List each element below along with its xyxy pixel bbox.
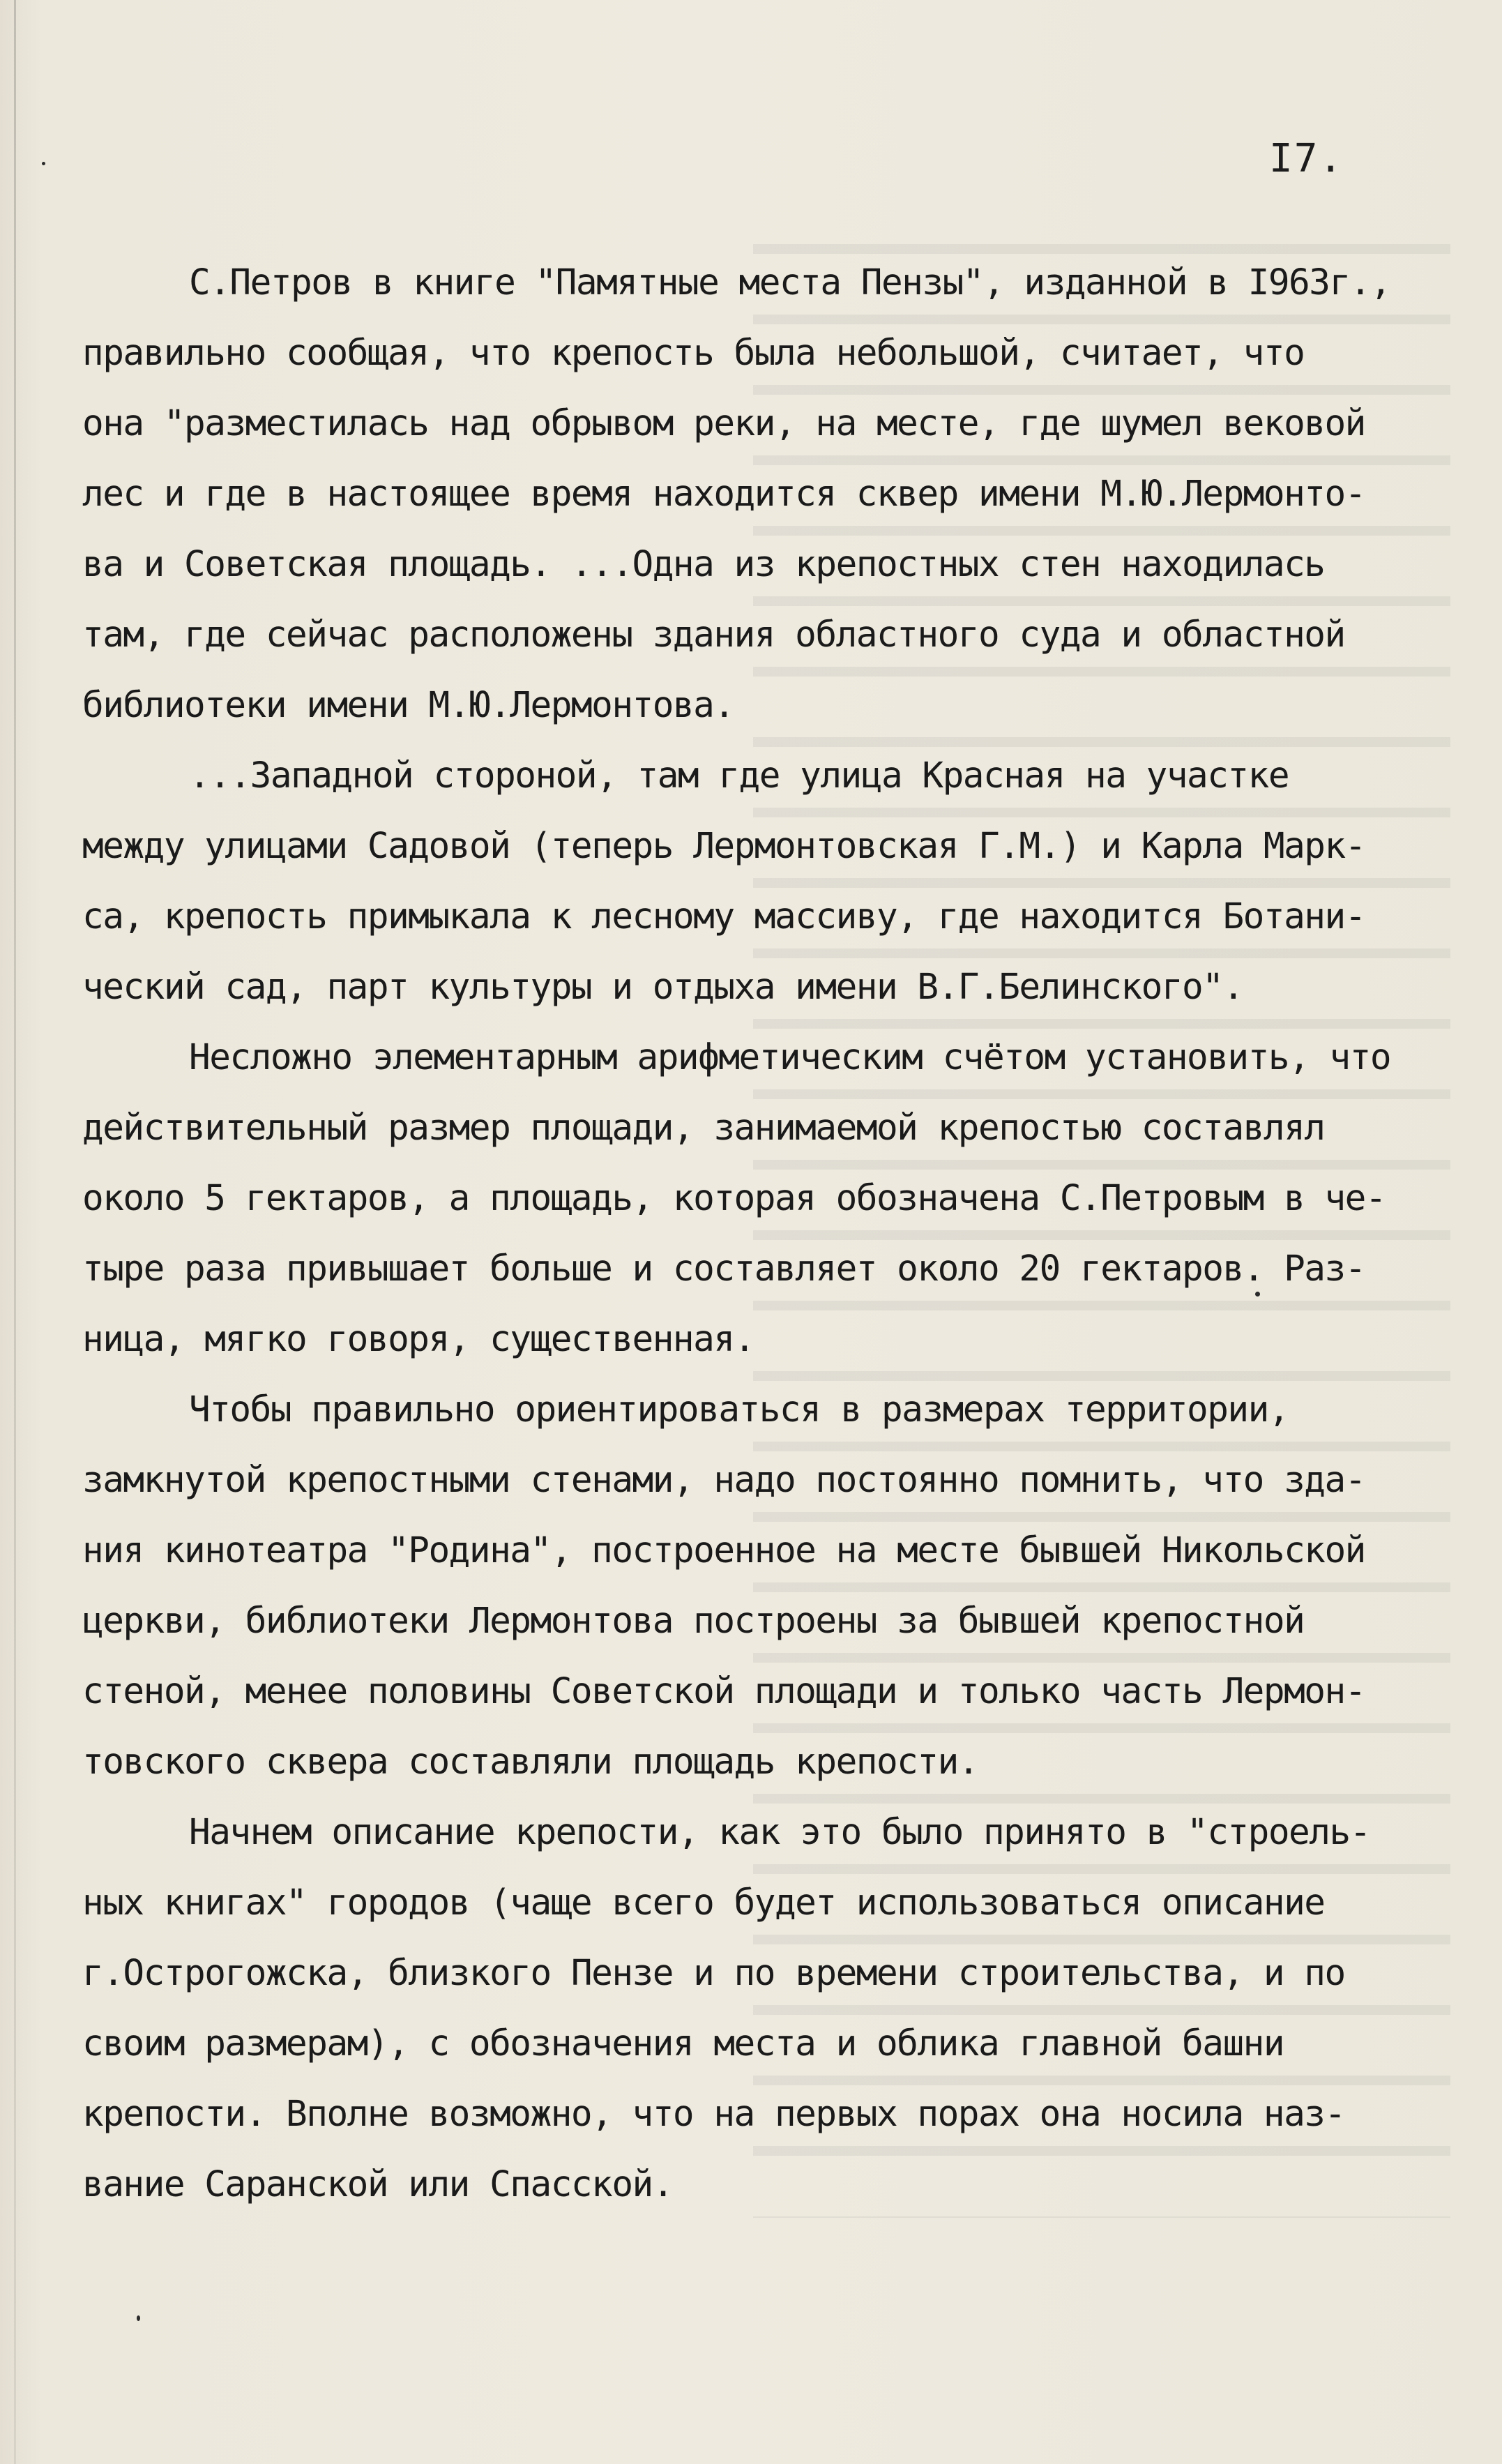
page-number: I7. bbox=[1269, 136, 1344, 181]
text-line: товского сквера составляли площадь крепости. bbox=[82, 1741, 979, 1783]
text-line: С.Петров в книге "Памятные места Пензы", изданной в I963г., bbox=[189, 262, 1391, 303]
text-line: она "разместилась над обрывом реки, на месте, где шумел вековой bbox=[82, 403, 1365, 444]
text-line: церкви, библиотеки Лермонтова построены за бывшей крепостной bbox=[82, 1601, 1305, 1642]
text-line: Чтобы правильно ориентироваться в размерах территории, bbox=[189, 1389, 1289, 1430]
text-line: ница, мягко говоря, существенная. bbox=[82, 1319, 754, 1360]
page-edge-shadow bbox=[14, 0, 16, 2464]
body-text bbox=[82, 248, 1470, 2220]
text-line: правильно сообщая, что крепость была небольшой, считает, что bbox=[82, 333, 1305, 374]
text-line: ческий сад, парт культуры и отдыха имени В.Г.Белинского". bbox=[82, 967, 1243, 1008]
text-line: Несложно элементарным арифметическим счётом установить, что bbox=[189, 1037, 1391, 1078]
text-line: стеной, менее половины Советской площади и только часть Лермон- bbox=[82, 1671, 1365, 1712]
text-line: своим размерам), с обозначения места и облика главной башни bbox=[82, 2023, 1284, 2064]
text-line: около 5 гектаров, а площадь, которая обозначена С.Петровым в че- bbox=[82, 1178, 1386, 1219]
text-line: замкнутой крепостными стенами, надо постоянно помнить, что зда- bbox=[82, 1460, 1365, 1501]
text-line: ва и Советская площадь. ...Одна из крепостных стен находилась bbox=[82, 544, 1325, 585]
text-line: ...Западной стороной, там где улица Красная на участке bbox=[189, 755, 1289, 796]
ink-speck bbox=[1255, 1292, 1260, 1297]
text-line: ния кинотеатра "Родина", построенное на месте бывшей Никольской bbox=[82, 1530, 1365, 1571]
text-line: крепости. Вполне возможно, что на первых порах она носила наз- bbox=[82, 2094, 1345, 2135]
ink-speck bbox=[137, 2315, 140, 2321]
text-line: ных книгах" городов (чаще всего будет использоваться описание bbox=[82, 1882, 1325, 1923]
text-line: г.Острогожска, близкого Пензе и по времени строительства, и по bbox=[82, 1953, 1345, 1994]
text-line: библиотеки имени М.Ю.Лермонтова. bbox=[82, 685, 734, 726]
text-line: лес и где в настоящее время находится сквер имени М.Ю.Лермонто- bbox=[82, 474, 1365, 515]
text-line: вание Саранской или Спасской. bbox=[82, 2164, 673, 2205]
ink-speck bbox=[42, 162, 45, 165]
text-line: действительный размер площади, занимаемой крепостью составлял bbox=[82, 1108, 1325, 1149]
text-line: тыре раза привышает больше и составляет около 20 гектаров. Раз- bbox=[82, 1248, 1365, 1290]
text-line: между улицами Садовой (теперь Лермонтовская Г.М.) и Карла Марк- bbox=[82, 826, 1365, 867]
text-line: там, где сейчас расположены здания областного суда и областной bbox=[82, 614, 1345, 656]
text-line: са, крепость примыкала к лесному массиву, где находится Ботани- bbox=[82, 896, 1365, 937]
text-line: Начнем описание крепости, как это было принято в "строель- bbox=[189, 1812, 1370, 1853]
